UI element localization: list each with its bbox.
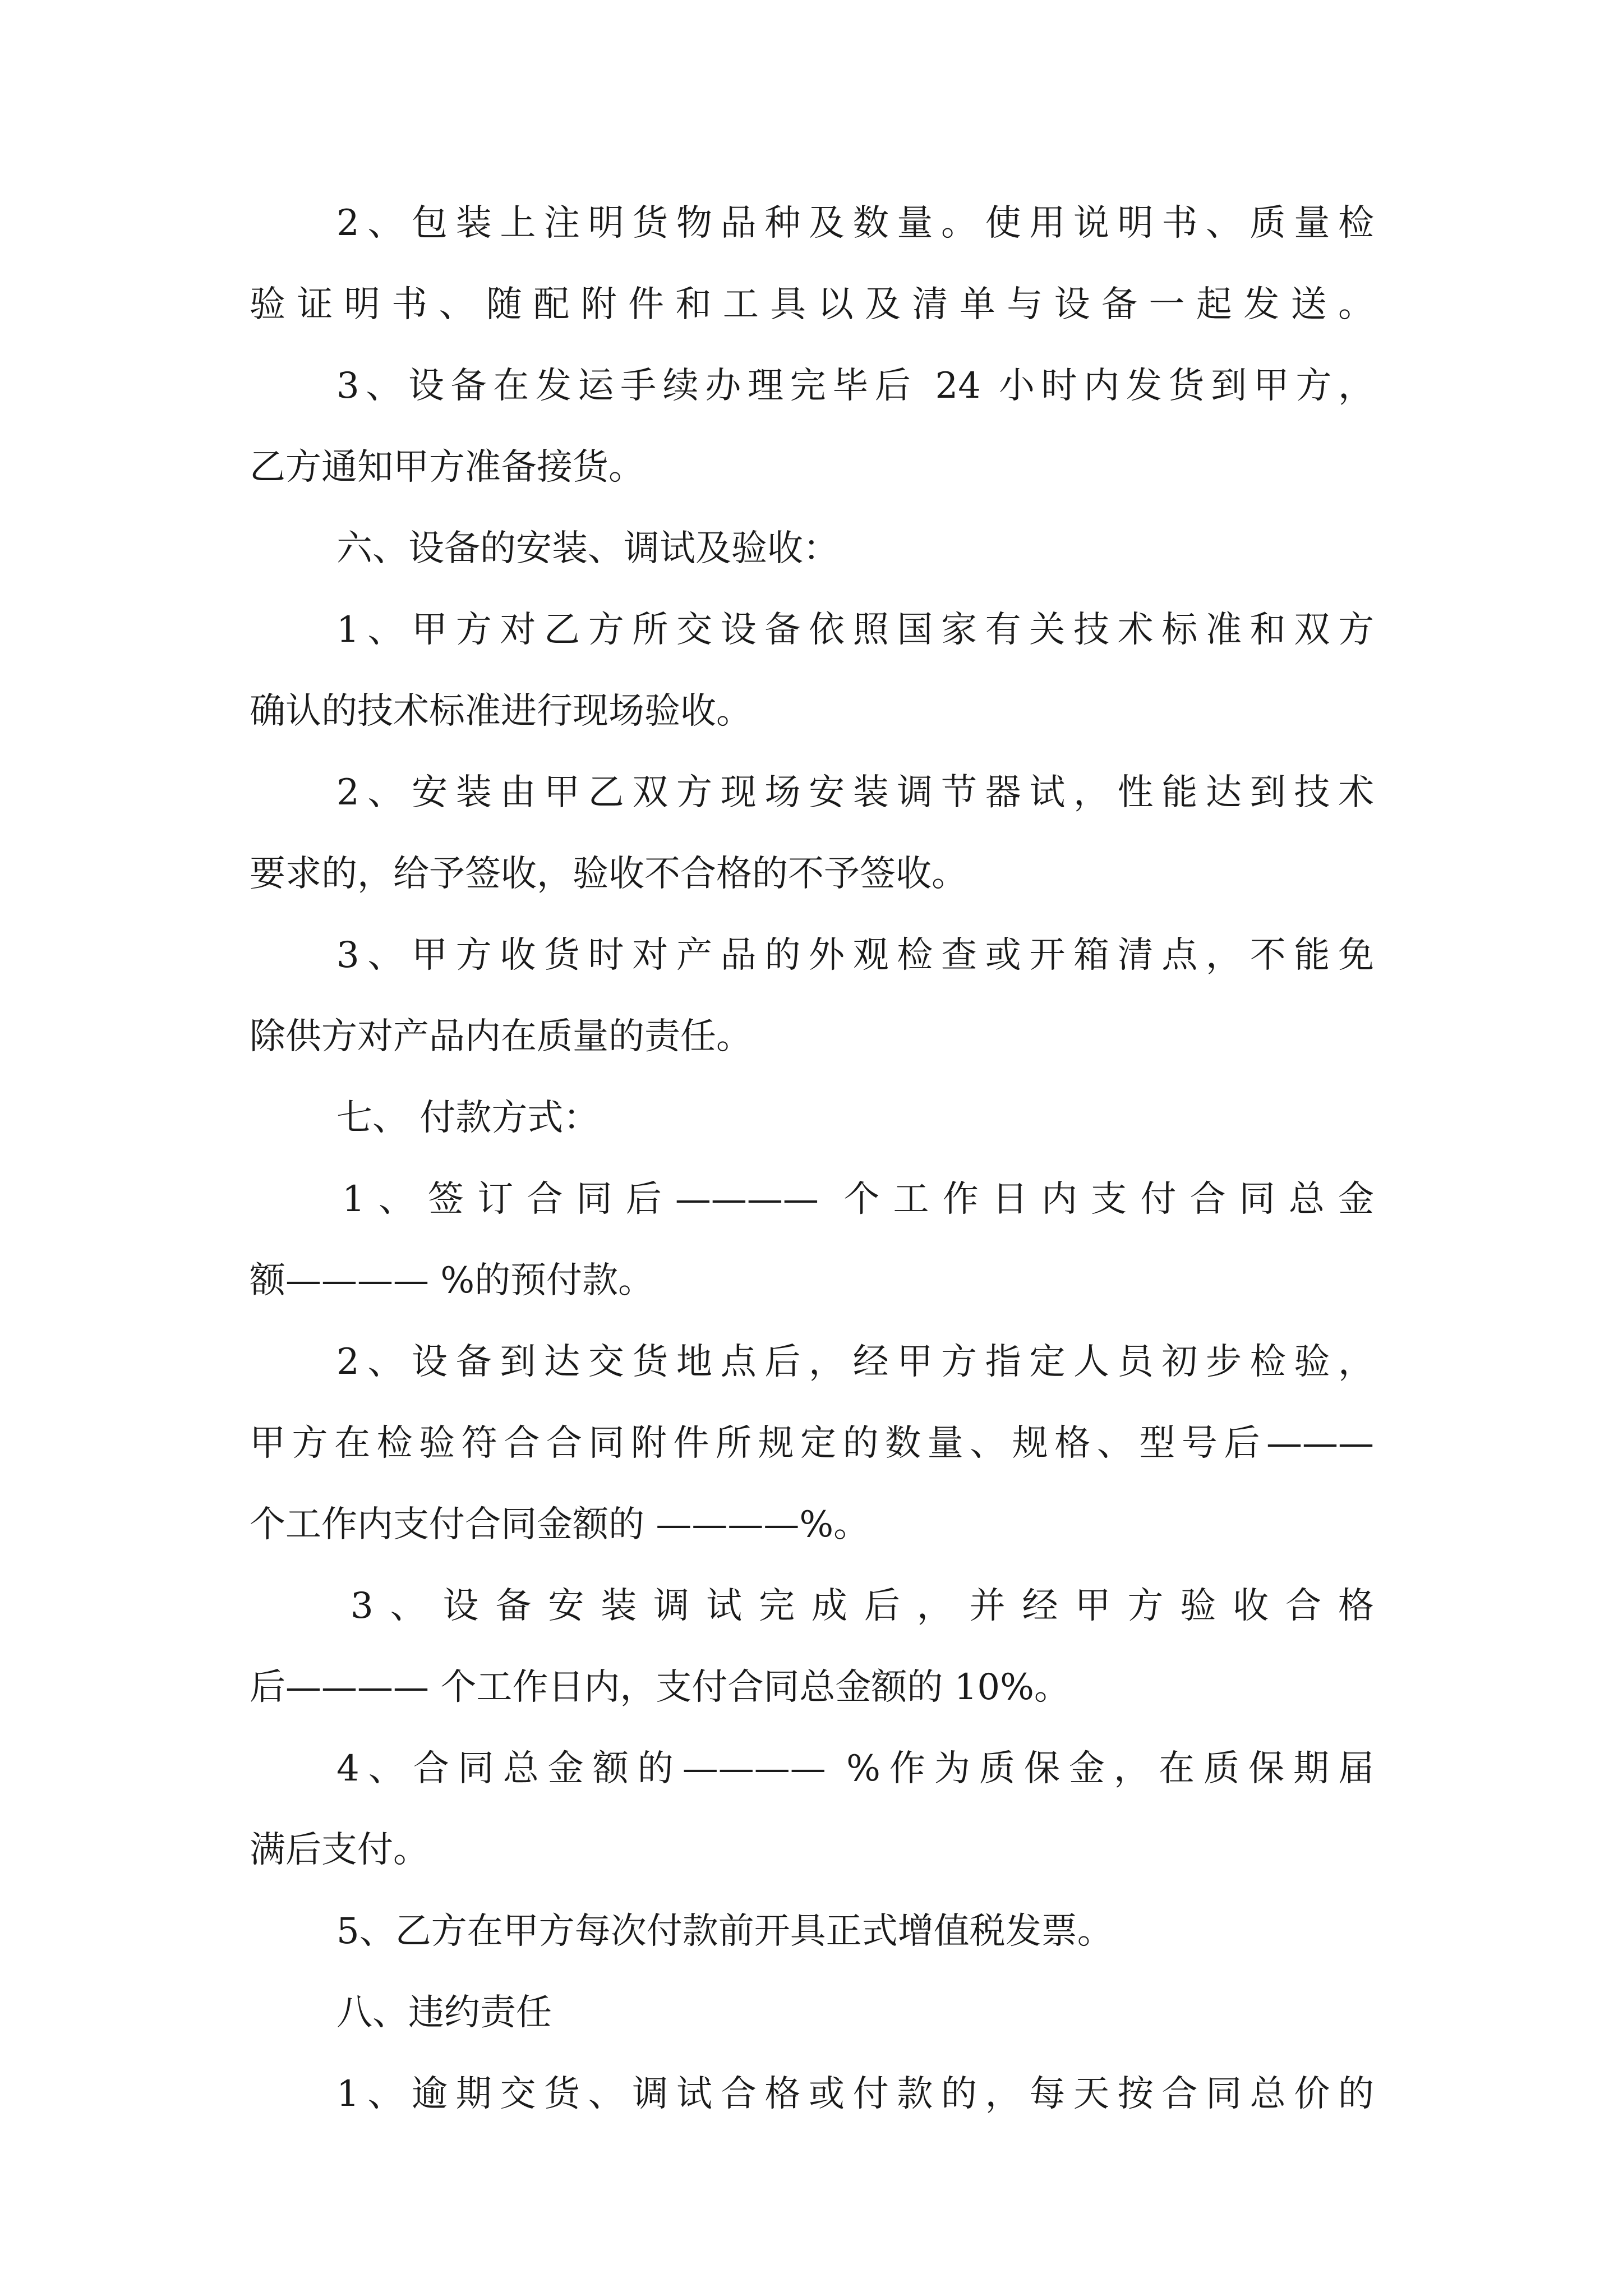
- section-heading: 八、违约责任: [336, 1992, 552, 2033]
- text-line: 个工作内支付合同金额的 ————%。: [250, 1504, 870, 1545]
- text-line: 甲方在检验符合合同附件所规定的数量、规格、型号后———: [250, 1423, 1374, 1464]
- section-heading: 七、 付款方式：: [336, 1097, 600, 1139]
- text-line: 1、逾期交货、调试合格或付款的，每天按合同总价的: [336, 2073, 1374, 2115]
- text-line: 3、设备在发运手续办理完毕后 24 小时内发货到甲方，: [336, 365, 1374, 407]
- section-heading: 六、设备的安装、调试及验收：: [336, 528, 839, 569]
- text-line: 要求的，给予签收，验收不合格的不予签收。: [250, 853, 967, 895]
- text-line: 1、签订合同后———— 个工作日内支付合同总金: [342, 1179, 1374, 1220]
- text-line: 2、设备到达交货地点后，经甲方指定人员初步检验，: [336, 1341, 1374, 1383]
- text-line: 除供方对产品内在质量的责任。: [250, 1016, 752, 1057]
- text-line: 1、甲方对乙方所交设备依照国家有关技术标准和双方: [336, 609, 1374, 651]
- text-line: 3、甲方收货时对产品的外观检查或开箱清点，不能免: [336, 935, 1374, 976]
- text-line: 3、设备安装调试完成后，并经甲方验收合格: [351, 1585, 1374, 1627]
- text-line: 5、乙方在甲方每次付款前开具正式增值税发票。: [336, 1911, 1113, 1952]
- text-line: 额———— %的预付款。: [250, 1260, 654, 1301]
- text-line: 4、合同总金额的———— %作为质保金，在质保期届: [336, 1748, 1374, 1789]
- text-line: 后———— 个工作日内，支付合同总金额的 10%。: [250, 1667, 1070, 1708]
- text-line: 乙方通知甲方准备接货。: [250, 447, 644, 488]
- text-line: 2、包装上注明货物品种及数量。使用说明书、质量检: [336, 203, 1374, 244]
- text-line: 确认的技术标准进行现场验收。: [250, 691, 752, 732]
- text-line: 满后支付。: [250, 1829, 429, 1871]
- text-line: 验证明书、随配附件和工具以及清单与设备一起发送。: [250, 284, 1374, 325]
- text-line: 2、安装由甲乙双方现场安装调节器试，性能达到技术: [336, 772, 1374, 813]
